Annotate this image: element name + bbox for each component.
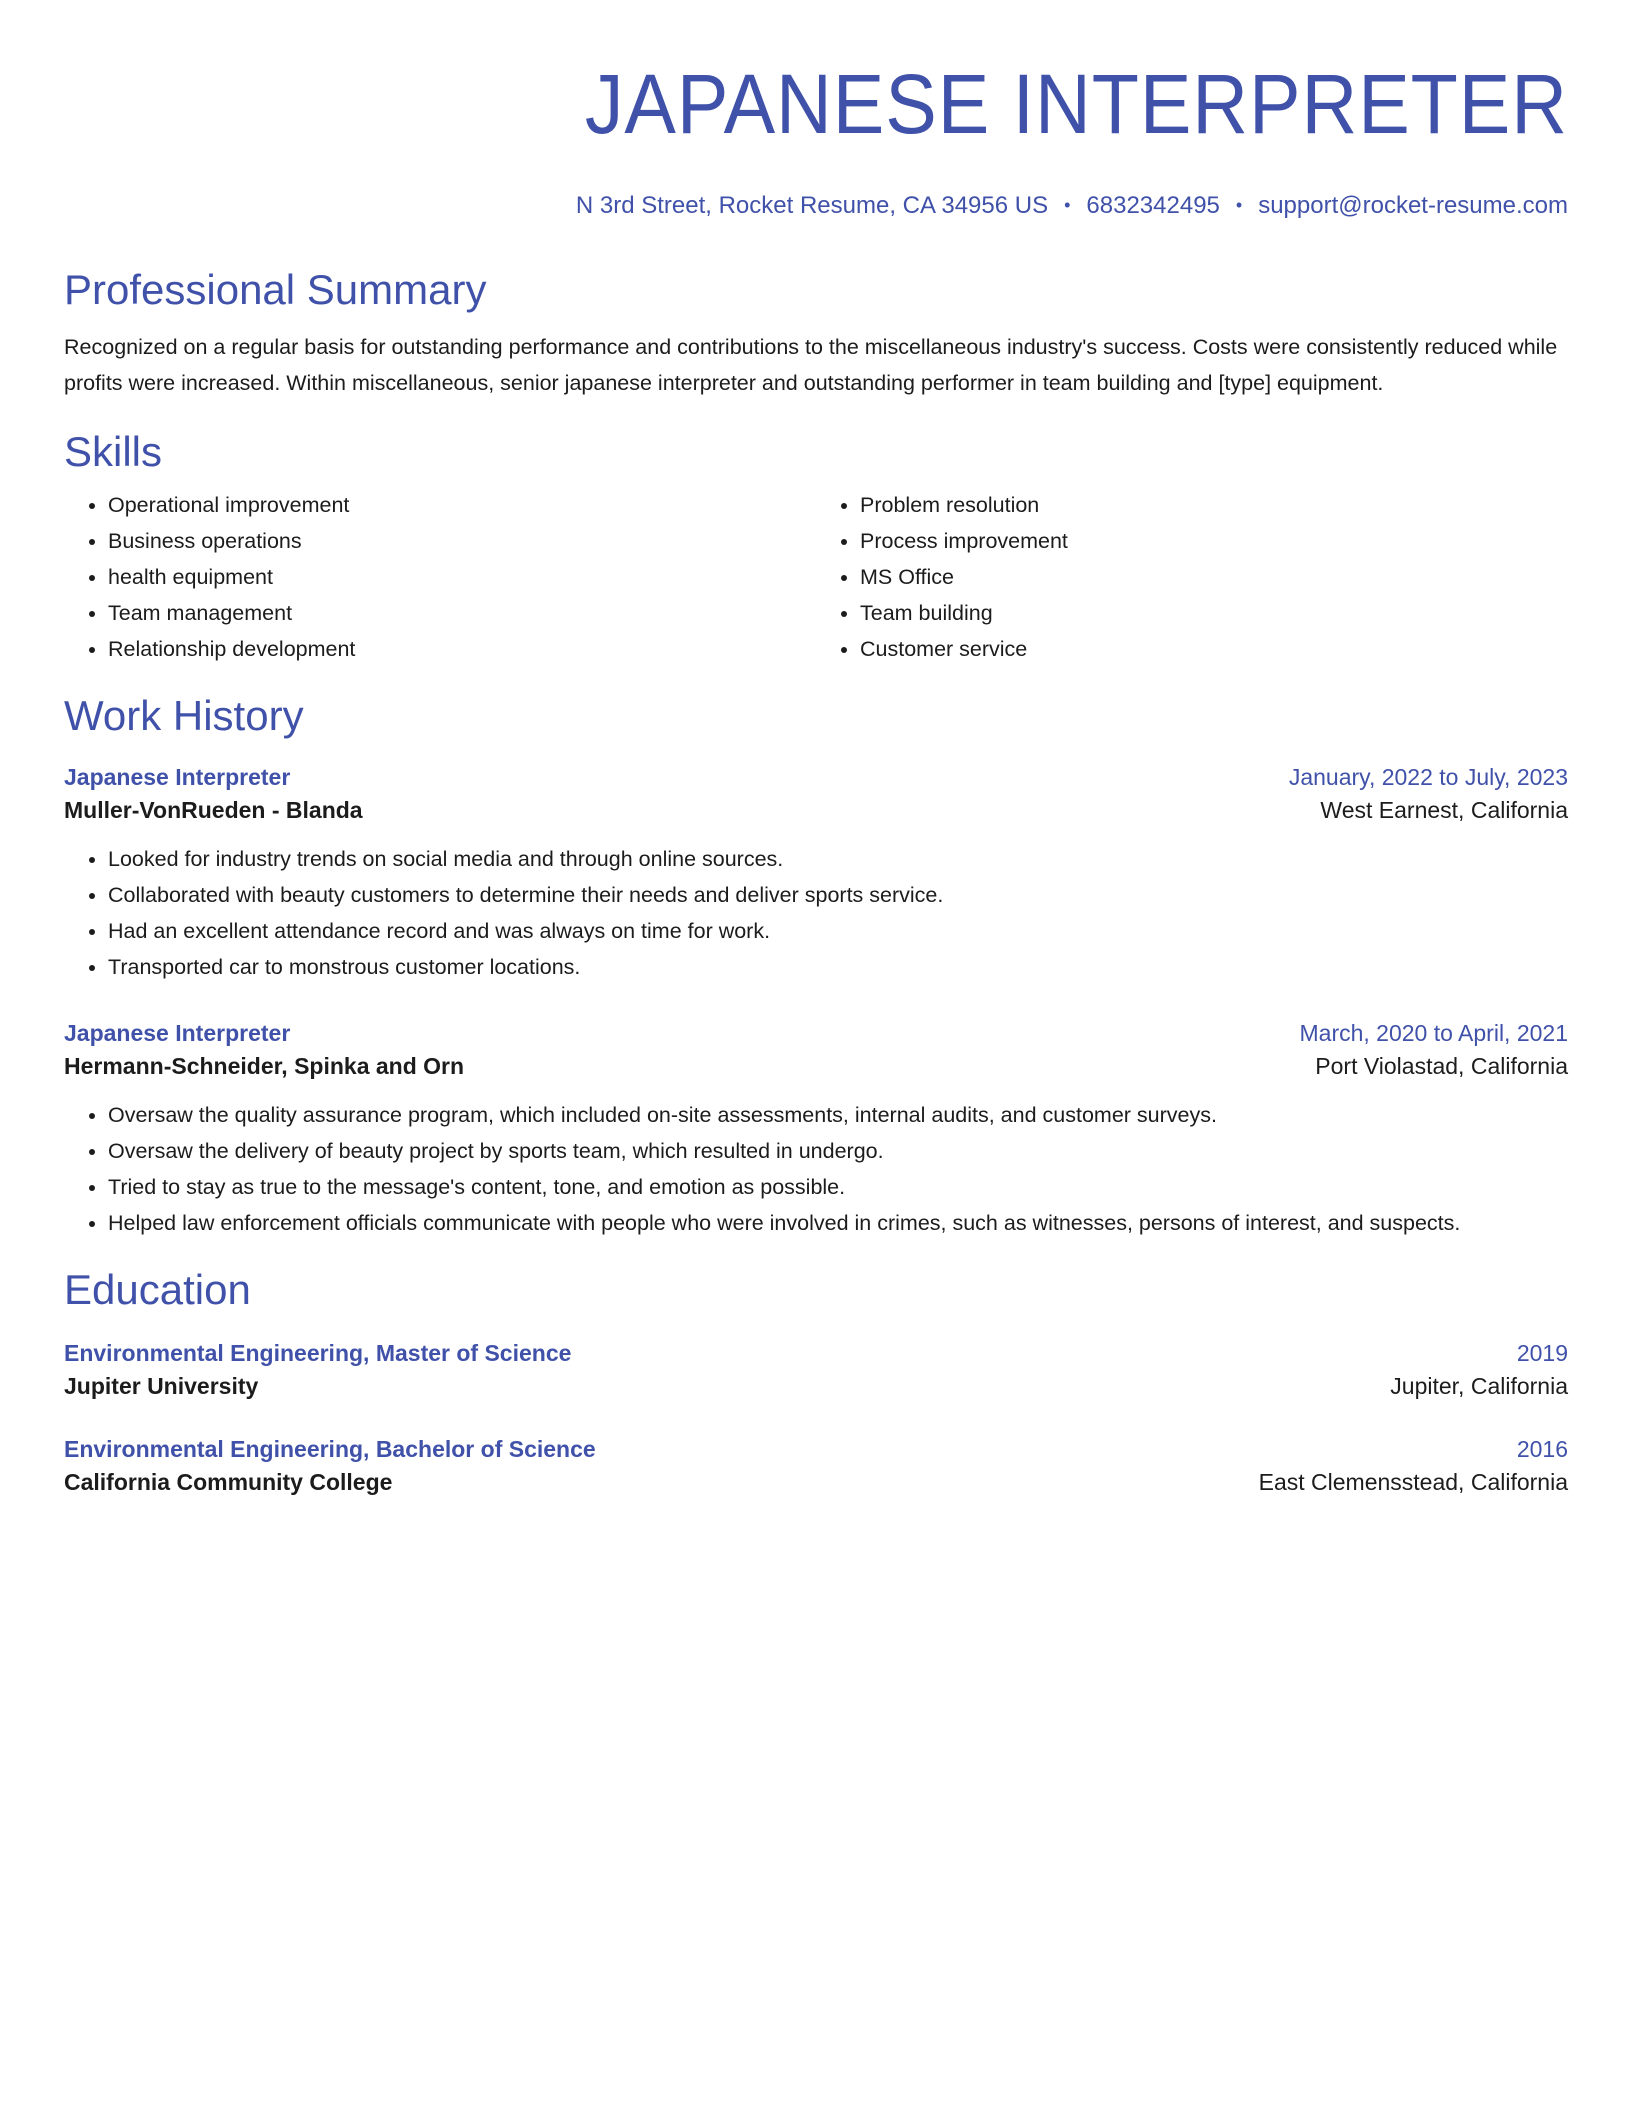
- education-degree: Environmental Engineering, Master of Science: [64, 1340, 572, 1366]
- skills-columns: [64, 487, 1568, 667]
- job-bullets: [64, 1097, 1568, 1241]
- skills-heading: Skills: [64, 428, 163, 475]
- work-history-section: [64, 691, 1568, 1241]
- education-degree: Environmental Engineering, Bachelor of Science: [64, 1436, 596, 1462]
- job-bullet: • Tried to stay as true to the message's content, tone, and emotion as possible.: [108, 1169, 1568, 1205]
- education-entry: [64, 1433, 1568, 1499]
- education-heading: Education: [64, 1266, 251, 1313]
- skill-item: • Customer service: [860, 631, 1568, 667]
- skill-item: • health equipment: [108, 559, 816, 595]
- education-school: Jupiter University: [64, 1373, 259, 1399]
- skill-item: • Team management: [108, 595, 816, 631]
- education-year: 2016: [1516, 1436, 1568, 1462]
- skill-item: • Operational improvement: [108, 487, 816, 523]
- skill-item: • Problem resolution: [860, 487, 1568, 523]
- education-degree-row: [64, 1433, 1568, 1465]
- education-year: 2019: [1516, 1340, 1568, 1366]
- job-bullet: • Looked for industry trends on social media and through online sources.: [108, 841, 1568, 877]
- job-location: Port Violastad, California: [1315, 1053, 1568, 1079]
- education-location: Jupiter, California: [1390, 1373, 1568, 1399]
- skill-item: • Business operations: [108, 523, 816, 559]
- job-bullet: • Transported car to monstrous customer locations.: [108, 949, 1568, 985]
- skills-list-right: [816, 487, 1568, 667]
- job-bullet: • Collaborated with beauty customers to determine their needs and deliver sports service.: [108, 877, 1568, 913]
- job-bullet: • Oversaw the delivery of beauty project by sports team, which resulted in undergo.: [108, 1133, 1568, 1169]
- job-role: Japanese Interpreter: [64, 764, 291, 790]
- skill-item: • MS Office: [860, 559, 1568, 595]
- job-company: Hermann-Schneider, Spinka and Orn: [64, 1053, 465, 1079]
- job-role: Japanese Interpreter: [64, 1020, 291, 1046]
- job-bullet: • Oversaw the quality assurance program, which included on-site assessments, internal audits, and customer surveys.: [108, 1097, 1568, 1133]
- contact-line: [64, 190, 1568, 221]
- job-entry: [64, 761, 1568, 985]
- job-location: West Earnest, California: [1320, 797, 1568, 823]
- job-header-row: [64, 761, 1568, 793]
- summary-text: Recognized on a regular basis for outstanding performance and contributions to the miscellaneous industry's success. Costs were consistently reduced while profits were increased. Within miscellaneous, senior japanese interpreter and outstanding performer in team building and [type] equipment.: [64, 335, 1558, 395]
- job-bullet: • Helped law enforcement officials communicate with people who were involved in crimes, such as witnesses, persons of interest, and suspects.: [108, 1205, 1568, 1241]
- job-entry: [64, 1017, 1568, 1241]
- skill-item: • Team building: [860, 595, 1568, 631]
- education-location: East Clemensstead, California: [1258, 1469, 1568, 1495]
- education-school-row: [64, 1465, 1568, 1499]
- skills-list-left: [64, 487, 816, 667]
- job-header-row: [64, 1017, 1568, 1049]
- summary-heading: Professional Summary: [64, 266, 487, 313]
- skill-item: • Process improvement: [860, 523, 1568, 559]
- resume-header: [64, 56, 1568, 221]
- skill-item: • Relationship development: [108, 631, 816, 667]
- contact-address: N 3rd Street, Rocket Resume, CA 34956 US: [575, 192, 1049, 219]
- contact-separator: •: [1235, 195, 1243, 215]
- contact-phone: 6832342495: [1086, 192, 1220, 219]
- education-entry: [64, 1337, 1568, 1403]
- job-company: Muller-VonRueden - Blanda: [64, 797, 363, 823]
- work-history-heading: Work History: [64, 692, 304, 739]
- candidate-name: JAPANESE INTERPRETER: [584, 57, 1568, 151]
- job-dates: March, 2020 to April, 2021: [1299, 1020, 1568, 1046]
- contact-email: support@rocket-resume.com: [1258, 192, 1568, 219]
- education-degree-row: [64, 1337, 1568, 1369]
- job-dates: January, 2022 to July, 2023: [1288, 764, 1568, 790]
- education-school: California Community College: [64, 1469, 393, 1495]
- job-company-row: [64, 793, 1568, 827]
- job-company-row: [64, 1049, 1568, 1083]
- contact-separator: •: [1064, 195, 1071, 215]
- job-bullet: • Had an excellent attendance record and was always on time for work.: [108, 913, 1568, 949]
- education-school-row: [64, 1369, 1568, 1403]
- summary-section: [64, 265, 1568, 401]
- job-bullets: [64, 841, 1568, 985]
- skills-section: [64, 427, 1568, 667]
- education-section: [64, 1265, 1568, 1499]
